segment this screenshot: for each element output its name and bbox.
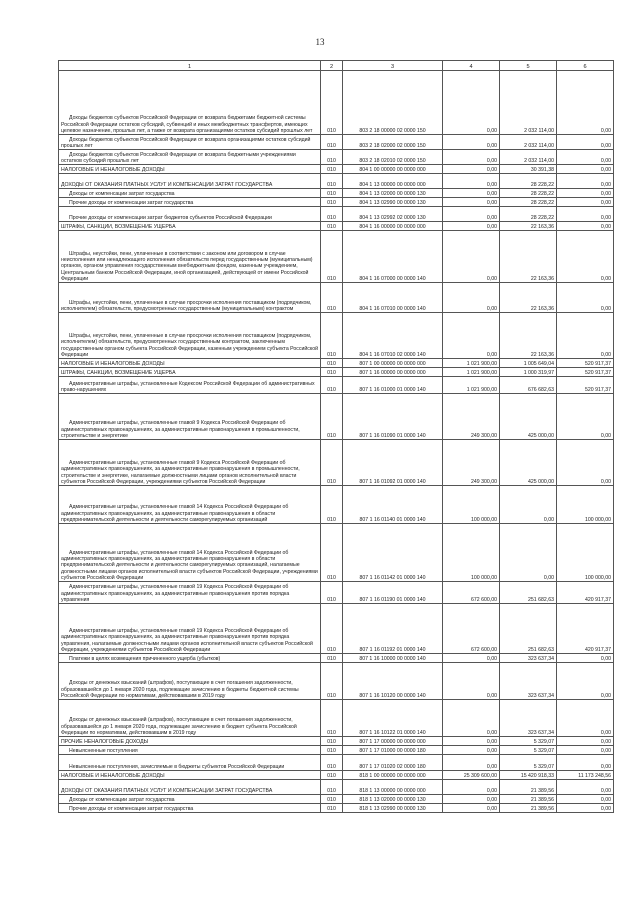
row-name-cell: Невыясненные поступления, зачисляемые в бюджеты субъектов Российской Федерации	[59, 755, 321, 771]
row-unexecuted-cell: 0,00	[557, 700, 614, 737]
row-kbk-cell: 818 1 13 02990 00 0000 130	[343, 804, 443, 813]
row-executed-cell: 0,00	[500, 524, 557, 582]
table-row	[59, 165, 614, 174]
row-name-cell: Прочие доходы от компенсации затрат государства	[59, 198, 321, 207]
row-kbk-cell: 807 1 17 00000 00 0000 000	[343, 737, 443, 746]
table-row	[59, 440, 614, 486]
row-unexecuted-cell: 520 917,37	[557, 368, 614, 377]
row-name-cell: Прочие доходы от компенсации затрат государства	[59, 804, 321, 813]
row-code-cell: 010	[321, 189, 343, 198]
table-row	[59, 71, 614, 135]
row-approved-cell: 0,00	[443, 135, 500, 150]
row-kbk-cell: 807 1 16 10120 00 0000 140	[343, 663, 443, 700]
row-name-cell: Административные штрафы, установленные главой 14 Кодекса Российской Федерации об административных правонарушениях, за административные правонарушения в области предпринимательской деятельности и деятельности саморегулируемых организаций, налагаемые должностными лицами органов исполнительной власти субъектов Российской Федерации, учреждениями субъектов Российской Федерации	[59, 524, 321, 582]
row-kbk-cell: 807 1 16 01142 01 0000 140	[343, 524, 443, 582]
table-header-row	[59, 61, 614, 71]
table-row	[59, 377, 614, 394]
table-body	[59, 71, 614, 813]
row-executed-cell: 28 228,22	[500, 189, 557, 198]
row-code-cell: 010	[321, 394, 343, 440]
row-name-cell: Административные штрафы, установленные главой 9 Кодекса Российской Федерации об административных правонарушениях, за административные правонарушения в промышленности, строительстве и энергетике	[59, 394, 321, 440]
table-row	[59, 780, 614, 795]
row-code-cell: 010	[321, 377, 343, 394]
row-kbk-cell: 807 1 16 01190 01 0000 140	[343, 582, 443, 604]
row-kbk-cell: 807 1 16 10000 00 0000 140	[343, 654, 443, 663]
row-kbk-cell: 804 1 16 00000 00 0000 000	[343, 222, 443, 231]
row-code-cell: 010	[321, 231, 343, 283]
row-name-cell: Штрафы, неустойки, пени, уплаченные в случае просрочки исполнения поставщиком (подрядчиком, исполнителем) обязательств, предусмотренных государственным (муниципальным) контрактом	[59, 283, 321, 313]
row-name-cell: Штрафы, неустойки, пени, уплаченные в случае просрочки исполнения поставщиком (подрядчиком, исполнителем) обязательств, предусмотренных государственным контрактом, заключенным государственным органом субъекта Российской Федерации, казенным учреждением субъекта Российской Федерации	[59, 313, 321, 359]
row-unexecuted-cell: 420 917,37	[557, 604, 614, 654]
row-approved-cell: 0,00	[443, 222, 500, 231]
column-header: 3	[343, 61, 443, 71]
row-approved-cell: 0,00	[443, 150, 500, 165]
row-approved-cell: 672 600,00	[443, 582, 500, 604]
row-unexecuted-cell: 0,00	[557, 150, 614, 165]
row-code-cell: 010	[321, 755, 343, 771]
row-executed-cell: 1 000 319,97	[500, 368, 557, 377]
table-row	[59, 189, 614, 198]
row-approved-cell: 0,00	[443, 174, 500, 189]
row-code-cell: 010	[321, 486, 343, 524]
row-approved-cell: 0,00	[443, 189, 500, 198]
row-approved-cell: 0,00	[443, 804, 500, 813]
table-row	[59, 804, 614, 813]
row-kbk-cell: 807 1 16 01192 01 0000 140	[343, 604, 443, 654]
row-executed-cell: 21 389,56	[500, 795, 557, 804]
table-row	[59, 771, 614, 780]
table-row	[59, 582, 614, 604]
row-code-cell: 010	[321, 654, 343, 663]
row-approved-cell: 0,00	[443, 165, 500, 174]
table-row	[59, 198, 614, 207]
row-executed-cell: 251 682,63	[500, 604, 557, 654]
row-unexecuted-cell: 0,00	[557, 313, 614, 359]
column-header: 6	[557, 61, 614, 71]
row-approved-cell: 0,00	[443, 663, 500, 700]
row-kbk-cell: 804 1 13 00000 00 0000 000	[343, 174, 443, 189]
row-approved-cell: 1 021 900,00	[443, 377, 500, 394]
row-approved-cell: 0,00	[443, 737, 500, 746]
row-executed-cell: 251 682,63	[500, 582, 557, 604]
row-unexecuted-cell: 0,00	[557, 207, 614, 222]
row-executed-cell: 323 637,34	[500, 700, 557, 737]
table-row	[59, 368, 614, 377]
row-name-cell: Административные штрафы, установленные Кодексом Российской Федерации об административных право-нарушениях	[59, 377, 321, 394]
row-code-cell: 010	[321, 440, 343, 486]
row-unexecuted-cell: 0,00	[557, 737, 614, 746]
row-code-cell: 010	[321, 700, 343, 737]
row-code-cell: 010	[321, 174, 343, 189]
row-unexecuted-cell: 0,00	[557, 174, 614, 189]
column-header: 4	[443, 61, 500, 71]
row-executed-cell: 0,00	[500, 486, 557, 524]
row-executed-cell: 22 163,36	[500, 231, 557, 283]
row-code-cell: 010	[321, 663, 343, 700]
row-approved-cell: 100 000,00	[443, 486, 500, 524]
row-executed-cell: 30 391,38	[500, 165, 557, 174]
row-kbk-cell: 807 1 16 01090 01 0000 140	[343, 394, 443, 440]
row-approved-cell: 0,00	[443, 795, 500, 804]
row-kbk-cell: 803 2 18 00000 02 0000 150	[343, 71, 443, 135]
row-unexecuted-cell: 0,00	[557, 755, 614, 771]
row-code-cell: 010	[321, 359, 343, 368]
row-code-cell: 010	[321, 313, 343, 359]
column-header: 1	[59, 61, 321, 71]
row-unexecuted-cell: 0,00	[557, 135, 614, 150]
row-name-cell: Административные штрафы, установленные главой 19 Кодекса Российской Федерации об административных правонарушениях, за административные правонарушения против порядка управления, налагаемые должностными лицами органов исполнительной власти субъектов Российской Федерации, учреждениями субъектов Российской Федерации	[59, 604, 321, 654]
table-row	[59, 755, 614, 771]
column-header: 5	[500, 61, 557, 71]
row-name-cell: Доходы от компенсации затрат государства	[59, 795, 321, 804]
row-name-cell: ДОХОДЫ ОТ ОКАЗАНИЯ ПЛАТНЫХ УСЛУГ И КОМПЕНСАЦИИ ЗАТРАТ ГОСУДАРСТВА	[59, 780, 321, 795]
row-kbk-cell: 804 1 16 07010 00 0000 140	[343, 283, 443, 313]
row-executed-cell: 22 163,36	[500, 313, 557, 359]
row-kbk-cell: 807 1 16 01000 01 0000 140	[343, 377, 443, 394]
table-row	[59, 486, 614, 524]
row-executed-cell: 425 000,00	[500, 440, 557, 486]
row-approved-cell: 249 300,00	[443, 394, 500, 440]
row-unexecuted-cell: 0,00	[557, 165, 614, 174]
row-code-cell: 010	[321, 746, 343, 755]
revenue-table	[58, 60, 614, 813]
column-header: 2	[321, 61, 343, 71]
row-approved-cell: 0,00	[443, 283, 500, 313]
row-kbk-cell: 804 1 00 00000 00 0000 000	[343, 165, 443, 174]
table-row	[59, 394, 614, 440]
row-code-cell: 010	[321, 804, 343, 813]
row-code-cell: 010	[321, 737, 343, 746]
row-kbk-cell: 807 1 16 10122 01 0000 140	[343, 700, 443, 737]
row-executed-cell: 5 329,07	[500, 746, 557, 755]
row-executed-cell: 15 420 918,33	[500, 771, 557, 780]
row-executed-cell: 28 228,22	[500, 207, 557, 222]
row-unexecuted-cell: 0,00	[557, 71, 614, 135]
row-name-cell: Доходы бюджетов субъектов Российской Федерации от возврата организациями остатков субсидий прошлых лет	[59, 135, 321, 150]
row-name-cell: ДОХОДЫ ОТ ОКАЗАНИЯ ПЛАТНЫХ УСЛУГ И КОМПЕНСАЦИИ ЗАТРАТ ГОСУДАРСТВА	[59, 174, 321, 189]
row-executed-cell: 2 032 114,00	[500, 71, 557, 135]
row-kbk-cell: 803 2 18 02000 02 0000 150	[343, 135, 443, 150]
row-unexecuted-cell: 0,00	[557, 189, 614, 198]
row-name-cell: ШТРАФЫ, САНКЦИИ, ВОЗМЕЩЕНИЕ УЩЕРБА	[59, 368, 321, 377]
row-code-cell: 010	[321, 135, 343, 150]
row-name-cell: Доходы бюджетов субъектов Российской Федерации от возврата бюджетами бюджетной системы Российской Федерации остатков субсидий, субвенций и иных межбюджетных трансфертов, имеющих целевое назначение, прошлых лет, а также от возврата организациями остатков субсидий прошлых лет	[59, 71, 321, 135]
row-kbk-cell: 804 1 13 02992 02 0000 130	[343, 207, 443, 222]
row-executed-cell: 425 000,00	[500, 394, 557, 440]
table-row	[59, 737, 614, 746]
row-name-cell: Штрафы, неустойки, пени, уплаченные в соответствии с законом или договором в случае неисполнения или ненадлежащего исполнения обязательств перед государственным (муниципальным) органом, органом управления государственным внебюджетным фондом, казенным учреждением, Центральным банком Российской Федерации, иной организацией, действующей от имени Российской Федерации	[59, 231, 321, 283]
row-unexecuted-cell: 0,00	[557, 198, 614, 207]
row-unexecuted-cell: 0,00	[557, 231, 614, 283]
table-row	[59, 746, 614, 755]
row-unexecuted-cell: 520 917,37	[557, 359, 614, 368]
row-name-cell: Административные штрафы, установленные главой 19 Кодекса Российской Федерации об административных правонарушениях, за административные правонарушения против порядка управления	[59, 582, 321, 604]
row-unexecuted-cell: 0,00	[557, 663, 614, 700]
row-kbk-cell: 804 1 16 07000 00 0000 140	[343, 231, 443, 283]
row-name-cell: ШТРАФЫ, САНКЦИИ, ВОЗМЕЩЕНИЕ УЩЕРБА	[59, 222, 321, 231]
row-approved-cell: 0,00	[443, 231, 500, 283]
row-executed-cell: 28 228,22	[500, 174, 557, 189]
row-kbk-cell: 807 1 16 00000 00 0000 000	[343, 368, 443, 377]
row-approved-cell: 0,00	[443, 71, 500, 135]
table-row	[59, 359, 614, 368]
row-kbk-cell: 818 1 13 02000 00 0000 130	[343, 795, 443, 804]
row-kbk-cell: 807 1 17 01020 02 0000 180	[343, 755, 443, 771]
row-kbk-cell: 804 1 16 07010 02 0000 140	[343, 313, 443, 359]
table-row	[59, 663, 614, 700]
page-number: 13	[315, 37, 325, 47]
row-name-cell: Платежи в целях возмещения причиненного ущерба (убытков)	[59, 654, 321, 663]
row-approved-cell: 0,00	[443, 755, 500, 771]
row-code-cell: 010	[321, 795, 343, 804]
row-approved-cell: 672 600,00	[443, 604, 500, 654]
row-kbk-cell: 803 2 18 02010 02 0000 150	[343, 150, 443, 165]
row-executed-cell: 1 005 649,04	[500, 359, 557, 368]
row-executed-cell: 2 032 114,00	[500, 135, 557, 150]
row-code-cell: 010	[321, 150, 343, 165]
row-name-cell: Доходы от денежных взысканий (штрафов), поступающие в счет погашения задолженности, образовавшейся до 1 января 2020 года, подлежащие зачислению в бюджеты бюджетной системы Российской Федерации по нормативам, действовавшим в 2019 году	[59, 663, 321, 700]
row-code-cell: 010	[321, 368, 343, 377]
row-unexecuted-cell: 0,00	[557, 804, 614, 813]
row-kbk-cell: 807 1 16 01140 01 0000 140	[343, 486, 443, 524]
row-unexecuted-cell: 100 000,00	[557, 486, 614, 524]
table-row	[59, 700, 614, 737]
row-code-cell: 010	[321, 582, 343, 604]
row-approved-cell: 0,00	[443, 746, 500, 755]
row-approved-cell: 0,00	[443, 654, 500, 663]
row-executed-cell: 21 389,56	[500, 780, 557, 795]
row-approved-cell: 0,00	[443, 313, 500, 359]
row-executed-cell: 5 329,07	[500, 737, 557, 746]
row-code-cell: 010	[321, 771, 343, 780]
table-row	[59, 135, 614, 150]
row-approved-cell: 25 309 600,00	[443, 771, 500, 780]
table-row	[59, 283, 614, 313]
row-name-cell: Прочие доходы от компенсации затрат бюджетов субъектов Российской Федерации	[59, 207, 321, 222]
row-code-cell: 010	[321, 524, 343, 582]
row-code-cell: 010	[321, 165, 343, 174]
row-kbk-cell: 818 1 00 00000 00 0000 000	[343, 771, 443, 780]
table-row	[59, 795, 614, 804]
table-row	[59, 654, 614, 663]
row-kbk-cell: 807 1 17 01000 00 0000 180	[343, 746, 443, 755]
table-row	[59, 207, 614, 222]
row-executed-cell: 323 637,34	[500, 663, 557, 700]
row-kbk-cell: 804 1 13 02000 00 0000 130	[343, 189, 443, 198]
row-executed-cell: 2 032 114,00	[500, 150, 557, 165]
row-name-cell: НАЛОГОВЫЕ И НЕНАЛОГОВЫЕ ДОХОДЫ	[59, 771, 321, 780]
row-unexecuted-cell: 0,00	[557, 780, 614, 795]
table-row	[59, 222, 614, 231]
row-unexecuted-cell: 0,00	[557, 394, 614, 440]
row-approved-cell: 0,00	[443, 700, 500, 737]
table-row	[59, 604, 614, 654]
row-unexecuted-cell: 11 173 248,56	[557, 771, 614, 780]
row-kbk-cell: 818 1 13 00000 00 0000 000	[343, 780, 443, 795]
row-executed-cell: 22 163,36	[500, 283, 557, 313]
row-approved-cell: 249 300,00	[443, 440, 500, 486]
row-code-cell: 010	[321, 283, 343, 313]
row-name-cell: Административные штрафы, установленные главой 9 Кодекса Российской Федерации об административных правонарушениях, за административные правонарушения в промышленности, строительстве и энергетике, налагаемые должностными лицами органов исполнительной власти субъектов Российской Федерации, учреждениями субъектов Российской Федерации	[59, 440, 321, 486]
row-name-cell: Доходы от компенсации затрат государства	[59, 189, 321, 198]
row-kbk-cell: 807 1 16 01092 01 0000 140	[343, 440, 443, 486]
table-row	[59, 231, 614, 283]
row-approved-cell: 0,00	[443, 780, 500, 795]
row-name-cell: Доходы от денежных взысканий (штрафов), поступающие в счет погашения задолженности, образовавшейся до 1 января 2020 года, подлежащие зачислению в бюджет субъекта Российской Федерации по нормативам, действовавшим в 2019 году	[59, 700, 321, 737]
row-executed-cell: 676 682,63	[500, 377, 557, 394]
row-unexecuted-cell: 420 917,37	[557, 582, 614, 604]
row-approved-cell: 1 021 900,00	[443, 359, 500, 368]
row-unexecuted-cell: 0,00	[557, 795, 614, 804]
table-row	[59, 174, 614, 189]
row-name-cell: ПРОЧИЕ НЕНАЛОГОВЫЕ ДОХОДЫ	[59, 737, 321, 746]
table-row	[59, 313, 614, 359]
row-name-cell: Невыясненные поступления	[59, 746, 321, 755]
row-approved-cell: 1 021 900,00	[443, 368, 500, 377]
row-code-cell: 010	[321, 780, 343, 795]
row-executed-cell: 5 329,07	[500, 755, 557, 771]
row-unexecuted-cell: 100 000,00	[557, 524, 614, 582]
row-name-cell: Административные штрафы, установленные главой 14 Кодекса Российской Федерации об административных правонарушениях, за административные правонарушения в области предпринимательской деятельности и деятельности саморегулируемых организаций	[59, 486, 321, 524]
row-code-cell: 010	[321, 71, 343, 135]
row-name-cell: НАЛОГОВЫЕ И НЕНАЛОГОВЫЕ ДОХОДЫ	[59, 359, 321, 368]
row-unexecuted-cell: 0,00	[557, 440, 614, 486]
row-kbk-cell: 804 1 13 02990 00 0000 130	[343, 198, 443, 207]
row-code-cell: 010	[321, 222, 343, 231]
row-unexecuted-cell: 0,00	[557, 654, 614, 663]
row-name-cell: Доходы бюджетов субъектов Российской Федерации от возврата бюджетными учреждениями остатков субсидий прошлых лет	[59, 150, 321, 165]
table-row	[59, 150, 614, 165]
row-kbk-cell: 807 1 00 00000 00 0000 000	[343, 359, 443, 368]
row-approved-cell: 0,00	[443, 207, 500, 222]
row-unexecuted-cell: 520 917,37	[557, 377, 614, 394]
row-executed-cell: 22 163,36	[500, 222, 557, 231]
table-row	[59, 524, 614, 582]
row-unexecuted-cell: 0,00	[557, 283, 614, 313]
row-executed-cell: 323 637,34	[500, 654, 557, 663]
row-executed-cell: 28 228,22	[500, 198, 557, 207]
row-code-cell: 010	[321, 207, 343, 222]
row-code-cell: 010	[321, 198, 343, 207]
row-name-cell: НАЛОГОВЫЕ И НЕНАЛОГОВЫЕ ДОХОДЫ	[59, 165, 321, 174]
row-approved-cell: 0,00	[443, 198, 500, 207]
row-executed-cell: 21 389,56	[500, 804, 557, 813]
row-unexecuted-cell: 0,00	[557, 746, 614, 755]
row-unexecuted-cell: 0,00	[557, 222, 614, 231]
row-code-cell: 010	[321, 604, 343, 654]
row-approved-cell: 100 000,00	[443, 524, 500, 582]
